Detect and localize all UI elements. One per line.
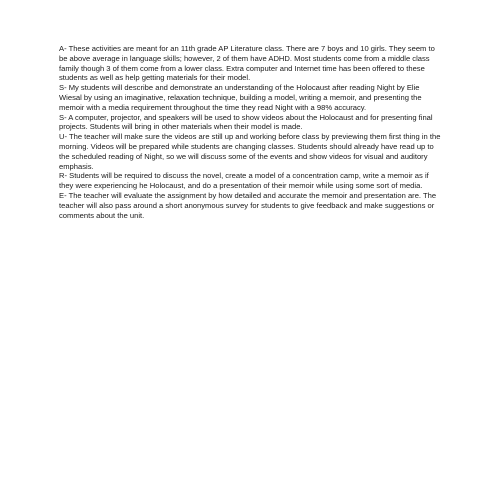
paragraph-analyze-learners: A- These activities are meant for an 11th grade AP Literature class. There are 7 boys and 10 girls. They seem to be above average in language skills; however, 2 of them have ADHD. Most students come from a middle class family though 3 of them come from a lower class. Extra computer and Internet time has been offered to these students as well as help getting materials for their model. — [59, 44, 435, 83]
paragraph-select-media: S- A computer, projector, and speakers will be used to show videos about the Holocaust and for presenting final projects. Students will bring in other materials when their model is made. — [59, 112, 433, 132]
assure-lesson-plan-text — [59, 44, 443, 220]
paragraph-state-objectives: S- My students will describe and demonstrate an understanding of the Holocaust after reading Night by Elie Wiesal by using an imaginative, relaxation technique, building a model, writing a memoir, and presenting the memoir with a media requirement throughout the time they read Night with a 98% accuracy. — [59, 83, 422, 112]
paragraph-utilize-media: U- The teacher will make sure the videos are still up and working before class by previewing them first thing in the morning. Videos will be prepared while students are changing classes. Students should already have read up to the scheduled reading of Night, so we will discuss some of the events and show videos for visual and auditory emphasis. — [59, 132, 441, 171]
paragraph-evaluate: E- The teacher will evaluate the assignment by how detailed and accurate the memoir and presentation are. The teacher will also pass around a short anonymous survey for students to give feedback and make suggestions or comments about the unit. — [59, 190, 437, 220]
paragraph-require-participation: R- Students will be required to discuss the novel, create a model of a concentration camp, write a memoir as if they were experiencing he Holocaust, and do a presentation of their memoir while using some sort of media. — [59, 171, 429, 191]
